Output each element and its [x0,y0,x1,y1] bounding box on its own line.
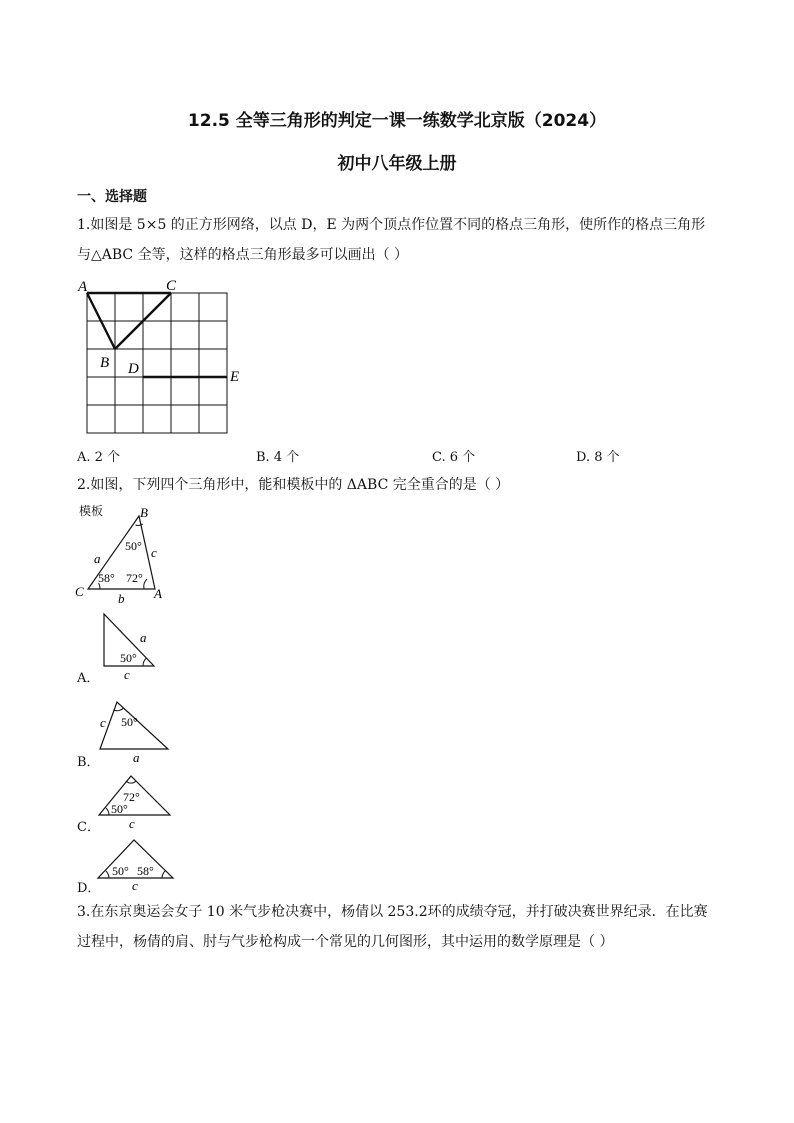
q1-option-a[interactable]: A. 2 个 [77,450,121,465]
q2-option-b-figure[interactable] [96,696,176,766]
section-heading: 一、选择题 [77,189,147,205]
option-a-side-2: c [124,667,130,682]
option-c-angle-2: 50° [111,802,128,816]
q2-stem: 2.如图，下列四个三角形中，能和模板中的 ΔABC 完全重合的是（ ） [77,477,510,493]
label-d: D [128,361,139,377]
option-c-top-arc [126,781,136,783]
angle-a-value: 72° [126,571,143,585]
option-a-angle: 50° [120,651,137,665]
option-d-angle-1: 50° [112,864,129,878]
q1-option-d[interactable]: D. 8 个 [576,450,620,465]
side-c: c [151,545,157,560]
option-d-left-arc [106,871,109,878]
page-subtitle: 初中八年级上册 [337,154,457,174]
option-a-side-1: a [140,630,147,645]
option-b-angle: 50° [121,715,138,729]
q1-option-b[interactable]: B. 4 个 [256,450,300,465]
q2-option-b-label[interactable]: B． [77,755,100,770]
option-d-triangle [98,840,173,878]
side-b: b [118,591,125,605]
q3-line1: 3.在东京奥运会女子 10 米气步枪决赛中，杨倩以 253.2环的成绩夺冠，并打破决赛世界纪录．在比赛 [77,904,708,920]
option-d-angle-2: 58° [137,864,154,878]
q2-option-a-figure[interactable] [96,606,166,682]
template-label: 模板 [79,504,104,518]
page-title: 12.5 全等三角形的判定一课一练数学北京版（2024） [187,111,607,131]
label-c: C [166,278,177,294]
angle-a-arc [144,579,147,589]
template-triangle-figure [72,505,172,605]
label-a: A [78,279,88,295]
option-d-side: c [132,878,138,893]
option-c-angle-1: 72° [123,790,140,804]
q1-option-c[interactable]: C. 6 个 [432,450,476,465]
q2-option-d-label[interactable]: D． [77,881,101,896]
option-b-side-2: a [133,750,140,765]
q3-line2: 过程中，杨倩的肩、肘与气步枪构成一个常见的几何图形，其中运用的数学原理是（ ） [77,934,614,950]
vertex-a: A [154,586,162,601]
q2-option-d-figure[interactable] [96,836,180,894]
angle-c-value: 58° [98,571,115,585]
option-d-right-arc [162,871,165,878]
option-c-side: c [129,816,135,831]
option-b-side-1: c [100,715,106,730]
q1-grid-figure [76,274,256,439]
q2-option-c-label[interactable]: C． [77,820,100,835]
option-c-left-arc [106,808,109,815]
vertex-c: C [75,584,84,599]
q1-line2: 与△ABC 全等，这样的格点三角形最多可以画出（ ） [77,247,409,263]
label-e: E [230,369,240,385]
q2-option-a-label[interactable]: A． [77,671,100,686]
side-a: a [94,551,101,566]
vertex-b: B [140,505,148,520]
option-a-angle-arc [143,658,146,666]
angle-b-arc [136,524,144,525]
q1-line1: 1.如图是 5×5 的正方形网络，以点 D，E 为两个顶点作位置不同的格点三角形，使所作的格点三角形 [77,217,706,233]
q2-option-c-figure[interactable] [96,772,176,832]
label-b: B [100,355,110,371]
angle-b-value: 50° [125,539,142,553]
